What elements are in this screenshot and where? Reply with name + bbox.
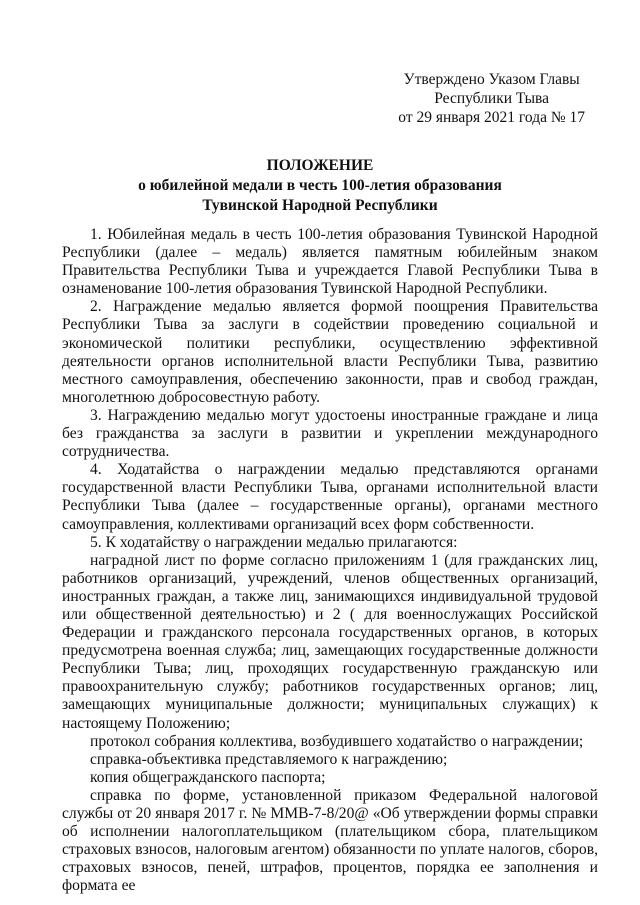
paragraph-8: справка-объективка представляемого к награждению; (90, 750, 448, 768)
paragraph-9: копия общегражданского паспорта; (90, 768, 326, 786)
paragraph-1: 1. Юбилейная медаль в честь 100-летия образования Тувинской Народной Республики (далее – медаль) является памятным юбилейным знаком Правительства Республики Тыва и учреждается Главой Республики Тыва в ознаменование 100-летия образования Тувинской Народной Республики. (62, 226, 598, 298)
title-line-1: ПОЛОЖЕНИЕ (266, 157, 374, 174)
paragraph-3: 3. Награждению медалью могут удостоены иностранные граждане и лица без гражданства за заслуги в развитии и укреплении международного сотрудничества. (62, 406, 598, 461)
document-body (62, 226, 598, 895)
title-line-2: о юбилейной медали в честь 100-летия образования (138, 177, 502, 194)
approval-line-2: Республики Тыва (434, 90, 550, 107)
paragraph-4: 4. Ходатайства о награждении медалью представляются органами государственной власти Республики Тыва, органами исполнительной власти Республики Тыва (далее – государственные органы), органами местного самоуправления, коллективами организаций всех форм собственности. (62, 461, 598, 533)
paragraph-6: наградной лист по форме согласно приложениям 1 (для гражданских лиц, работников организаций, учреждений, членов общественных организаций, иностранных граждан, а также лиц, занимающихся индивидуальной трудовой или общественной деятельностью) и 2 ( для военнослужащих Российской Федерации и гражданского персонала государственных органов, в которых предусмотрена военная служба; лиц, замещающих государственные должности Республики Тыва; лиц, проходящих государственную гражданскую или правоохранительную службу; работников государственных органов; лиц, замещающих муниципальные должности; муниципальных служащих) к настоящему Положению; (62, 551, 598, 732)
paragraph-2: 2. Награждение медалью является формой поощрения Правительства Республики Тыва за заслуги в содействии проведению социальной и экономической политики республики, осуществлению эффективной деятельности органов исполнительной власти Республики Тыва, развитию местного самоуправления, обеспечению законности, прав и свобод граждан, многолетнюю добросовестную работу. (62, 298, 598, 406)
approval-line-1: Утверждено Указом Главы (403, 71, 580, 88)
approval-stamp (398, 70, 585, 127)
paragraph-5: 5. К ходатайству о награждении медалью прилагаются: (90, 533, 458, 551)
paragraph-7: протокол собрания коллектива, возбудившего ходатайство о награждении; (90, 732, 584, 750)
approval-line-3: от 29 января 2021 года № 17 (398, 109, 585, 126)
paragraph-10: справка по форме, установленной приказом Федеральной налоговой службы от 20 января 2017 г. № ММВ-7-8/20@ «Об утверждении формы справки об исполнении налогоплательщиком (плательщиком сбора, плательщиком страховых взносов, налоговым агентом) обязанности по уплате налогов, сборов, страховых взносов, пеней, штрафов, процентов, порядка ее заполнения и формата ее (62, 786, 598, 895)
document-title (0, 156, 640, 216)
title-line-3: Тувинской Народной Республики (202, 197, 438, 214)
